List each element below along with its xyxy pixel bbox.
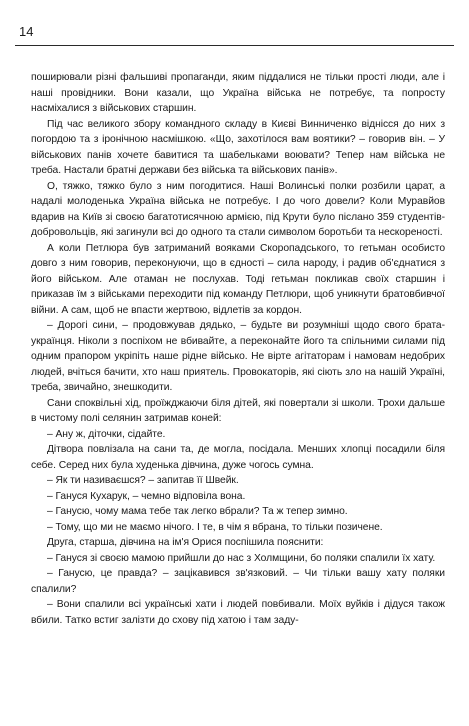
paragraph: Під час великого збору командного складу в Києві Винниченко віднісся до них з погордою та з іронічною насмішкою. «Що, захотілося вам воятики? – говорив він. – У військових панів хочете бавитися та шабельками воювати? Тепер нам війська не треба. Настали братні держави без війська та військових панів». (31, 118, 445, 176)
paragraph: Сани споквільні хід, проїжджаючи біля дітей, які повертали зі школи. Трохи дальше в чистому полі селянин затримав коней: (31, 397, 445, 424)
paragraph: – Тому, що ми не маємо нічого. І те, в чім я вбрана, то тільки позичене. (47, 521, 383, 533)
paragraph: – Ганусю, чому мама тебе так легко вбрали? Та ж тепер зимно. (47, 506, 348, 517)
paragraph: – Як ти називаєшся? – запитав її Швейк. (47, 475, 239, 486)
header-rule (15, 45, 454, 46)
paragraph: – Дорогі сини, – продовжував дядько, – будьте ви розумніші щодо свого брата-українця. Ніколи з поспіхом не вбивайте, а переконайте його та спільними силами під одним прапором укріпіть наше рідне військо. Не вірте агітаторам і намовам недобрих людей, вчіться бачити, хто наш приятель. Провокаторів, які сіють зло на нашій Україні, треба, звичайно, знешкодити. (31, 320, 445, 393)
paragraph: А коли Петлюра був затриманий вояками Скоропадського, то гетьман особисто довго з ним говорив, переконуючи, що в єдності – сила народу, і радив об'єднатися з його військом. Але отаман не послухав. Тоді гетьман покликав своїх старшин і приказав їм з військами переходити під команду Петлюри, щоб уникнути братовбивчої війни. А сам, щоб не впасти жертвою, відлетів за кордон. (31, 242, 445, 316)
paragraph: О, тяжко, тяжко було з ним погодитися. Наші Волинські полки розбили царат, а надалі молоденька Україна війська не потребує. І до чого довели? Коли Муравйов вдарив на Київ зі своєю багатотисячною армією, під Крути було післано 359 студентів-добровольців, які загинули всі до одного та стали символом боротьби та нескореності. (31, 180, 445, 238)
paragraph: – Гануся Кухарук, – чемно відповіла вона. (47, 490, 246, 502)
body-text (31, 70, 445, 628)
page-number: 14 (19, 24, 34, 39)
paragraph: поширювали різні фальшиві пропаганди, яким піддалися не тільки прості люди, але і наші провідники. Вони казали, що Україна війська не потребує, та попросту насміхалися з військових старшин. (31, 72, 445, 114)
paragraph: – Ану ж, діточки, сідайте. (47, 428, 166, 440)
paragraph: – Вони спалили всі українські хати і людей повбивали. Моїх вуйків і дідуся також вбили. Татко встиг залізти до схову під хатою і там заду- (31, 599, 445, 626)
paragraph: – Ганусю, це правда? – зацікавився зв'язковий. – Чи тільки вашу хату поляки спалили? (31, 568, 445, 595)
paragraph: – Гануся зі своєю мамою прийшли до нас з Холмщини, бо поляки спалили їх хату. (47, 552, 436, 564)
paragraph: Дітвора повлізала на сани та, де могла, посідала. Менших хлопці посадили біля себе. Серед них була худенька дівчина, дуже чогось сумна. (31, 444, 445, 471)
paragraph: Друга, старша, дівчина на ім'я Орися поспішила пояснити: (47, 537, 324, 548)
